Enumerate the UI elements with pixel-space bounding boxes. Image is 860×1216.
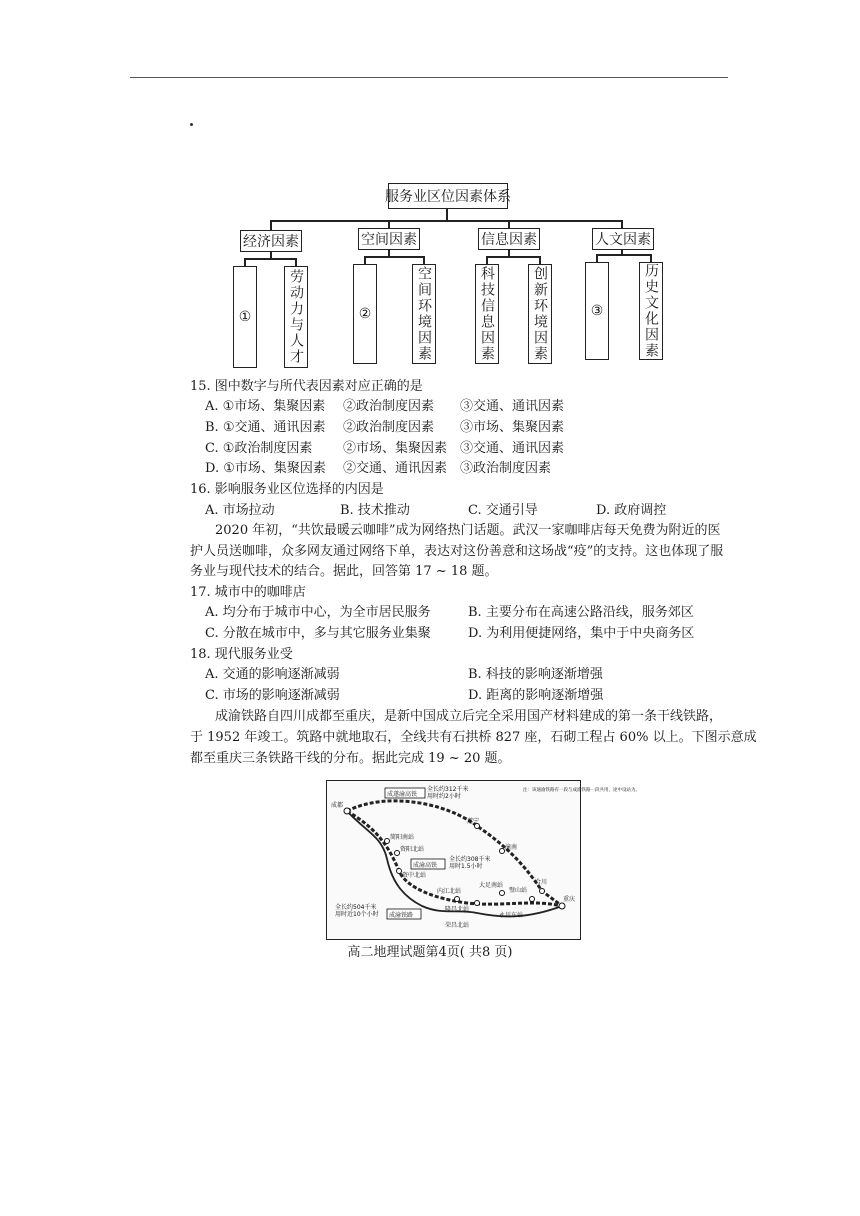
passage2-line1: 成渝铁路自四川成都至重庆，是新中国成立后完全采用国产材料建成的第一条干线铁路，	[215, 709, 723, 724]
connector	[596, 254, 651, 256]
connector	[270, 220, 272, 230]
passage1-line3: 务业与现代技术的结合。据此，回答第 17 ~ 18 题。	[190, 564, 498, 579]
factor-blank-2: ②	[353, 264, 377, 364]
map-line-name-1: 成遂渝高铁	[387, 791, 418, 798]
station-zizhongbei: 资中北站	[402, 872, 427, 879]
station-jianyangnan: 简阳南站	[390, 834, 415, 841]
group-information: 信息因素	[478, 228, 540, 250]
map-line-name-3: 成渝铁路	[389, 912, 414, 919]
connector	[486, 256, 488, 264]
q15-option-a1: A. ①市场、集聚因素	[205, 399, 326, 414]
scan-speck	[190, 123, 193, 126]
connector	[295, 258, 297, 266]
passage1-line1: 2020 年初，“共饮最暖云咖啡”成为网络热门话题。武汉一家咖啡店每天免费为附近的医	[215, 523, 721, 538]
station-tongnan: 潼南	[505, 844, 518, 851]
station-dazunan: 大足南站	[479, 882, 504, 889]
passage2-line2: 于 1952 年竣工。筑路中就地取石，全线共有石拱桥 827 座，石砌工程占 60% 以上。下图示意成	[190, 730, 757, 745]
connector	[508, 220, 510, 228]
map-note: 注：该通渝铁路有一段与成渝铁路一段共用，途中设站为。	[523, 788, 640, 793]
group-economic: 经济因素	[240, 230, 302, 252]
station-chengdu: 成都	[331, 802, 344, 809]
connector	[244, 258, 296, 260]
q16-option-d: D. 政府调控	[596, 503, 667, 518]
q15-option-a3: ③交通、通讯因素	[460, 399, 565, 414]
railway-map	[326, 780, 640, 940]
station-bishan: 璧山站	[509, 887, 528, 894]
map-line-info-3b: 用时近10个小时	[335, 911, 379, 918]
map-line-info-3a: 全长约504千米	[335, 904, 377, 911]
q15-option-c1: C. ①政治制度因素	[205, 441, 313, 456]
group-cultural: 人文因素	[592, 228, 654, 250]
map-line-info-1b: 用时约2小时	[427, 793, 461, 800]
q18-option-c: C. 市场的影响逐渐减弱	[205, 688, 340, 703]
station-hechuan: 合川	[535, 879, 548, 886]
q17-option-d: D. 为利用便捷网络，集中于中央商务区	[468, 626, 695, 641]
passage2-line3: 都至重庆三条铁路干线的分布。据此完成 19 ~ 20 题。	[190, 751, 511, 766]
connector	[244, 258, 246, 266]
factor-blank-3: ③	[585, 262, 609, 360]
map-line-info-1a: 全长约312千米	[427, 786, 469, 793]
q17-option-a: A. 均分布于城市中心，为全市居民服务	[205, 605, 431, 620]
q18-option-d: D. 距离的影响逐渐增强	[468, 688, 604, 703]
map-line-name-2: 成渝高铁	[413, 862, 438, 869]
station-neijiangbei: 内江北站	[437, 888, 462, 895]
q15-option-d1: D. ①市场、集聚因素	[205, 461, 326, 476]
q17-option-c: C. 分散在城市中，多与其它服务业集聚	[205, 626, 431, 641]
station-yongchuandong: 永川东站	[499, 912, 524, 919]
page-footer: 高二地理试题第4页( 共8 页)	[347, 945, 513, 960]
diagram-root: 服务业区位因素体系	[388, 183, 508, 209]
map-line-info-2a: 全长约308千米	[449, 856, 491, 863]
group-spatial: 空间因素	[358, 228, 420, 250]
station-suining: 遂宁	[467, 818, 480, 825]
q15-option-c3: ③交通、通讯因素	[460, 441, 565, 456]
connector	[539, 256, 541, 264]
station-longchangbei: 隆昌北站	[445, 906, 470, 913]
connector	[446, 208, 448, 220]
q18-option-b: B. 科技的影响逐渐增强	[468, 667, 603, 682]
station-rongchangbei: 荣昌北站	[445, 922, 470, 929]
factor-innovation-environment: 创新环境因素	[528, 264, 552, 364]
connector	[486, 256, 540, 258]
q15-option-d3: ③政治制度因素	[460, 461, 552, 476]
factor-history-culture: 历史文化因素	[639, 262, 663, 360]
q15-option-c2: ②市场、集聚因素	[343, 441, 448, 456]
top-rule	[130, 77, 728, 78]
connector	[388, 220, 390, 228]
q15-stem: 15. 图中数字与所代表因素对应正确的是	[190, 379, 423, 394]
factor-tech-information: 科技信息因素	[475, 264, 499, 364]
q16-option-a: A. 市场拉动	[205, 503, 275, 518]
station-chongqing: 重庆	[563, 896, 576, 903]
q18-option-a: A. 交通的影响逐渐减弱	[205, 667, 340, 682]
connector	[423, 256, 425, 264]
map-line-info-2b: 用时1.5小时	[449, 863, 483, 870]
q15-option-d2: ②交通、通讯因素	[343, 461, 448, 476]
q15-option-b3: ③市场、集聚因素	[460, 420, 565, 435]
q15-option-b1: B. ①交通、通讯因素	[205, 420, 326, 435]
railway-map-svg	[327, 781, 640, 939]
q16-option-c: C. 交通引导	[468, 503, 538, 518]
q17-option-b: B. 主要分布在高速公路沿线，服务郊区	[468, 605, 694, 620]
connector	[621, 220, 623, 228]
factor-labor-talent: 劳动力与人才	[284, 266, 308, 368]
connector	[364, 256, 424, 258]
connector	[364, 256, 366, 264]
q17-stem: 17. 城市中的咖啡店	[190, 585, 306, 600]
station-ziyangbei: 资阳北站	[400, 846, 425, 853]
q18-stem: 18. 现代服务业受	[190, 647, 293, 662]
q16-option-b: B. 技术推动	[340, 503, 410, 518]
factor-blank-1: ①	[233, 266, 257, 368]
connector	[650, 254, 652, 262]
q16-stem: 16. 影响服务业区位选择的内因是	[190, 482, 384, 497]
passage1-line2: 护人员送咖啡，众多网友通过网络下单，表达对这份善意和这场战“疫”的支持。这也体现了服	[190, 544, 724, 559]
q15-option-b2: ②政治制度因素	[343, 420, 435, 435]
connector	[270, 220, 622, 222]
connector	[596, 254, 598, 262]
factor-spatial-environment: 空间环境因素	[412, 264, 436, 364]
q15-option-a2: ②政治制度因素	[343, 399, 435, 414]
